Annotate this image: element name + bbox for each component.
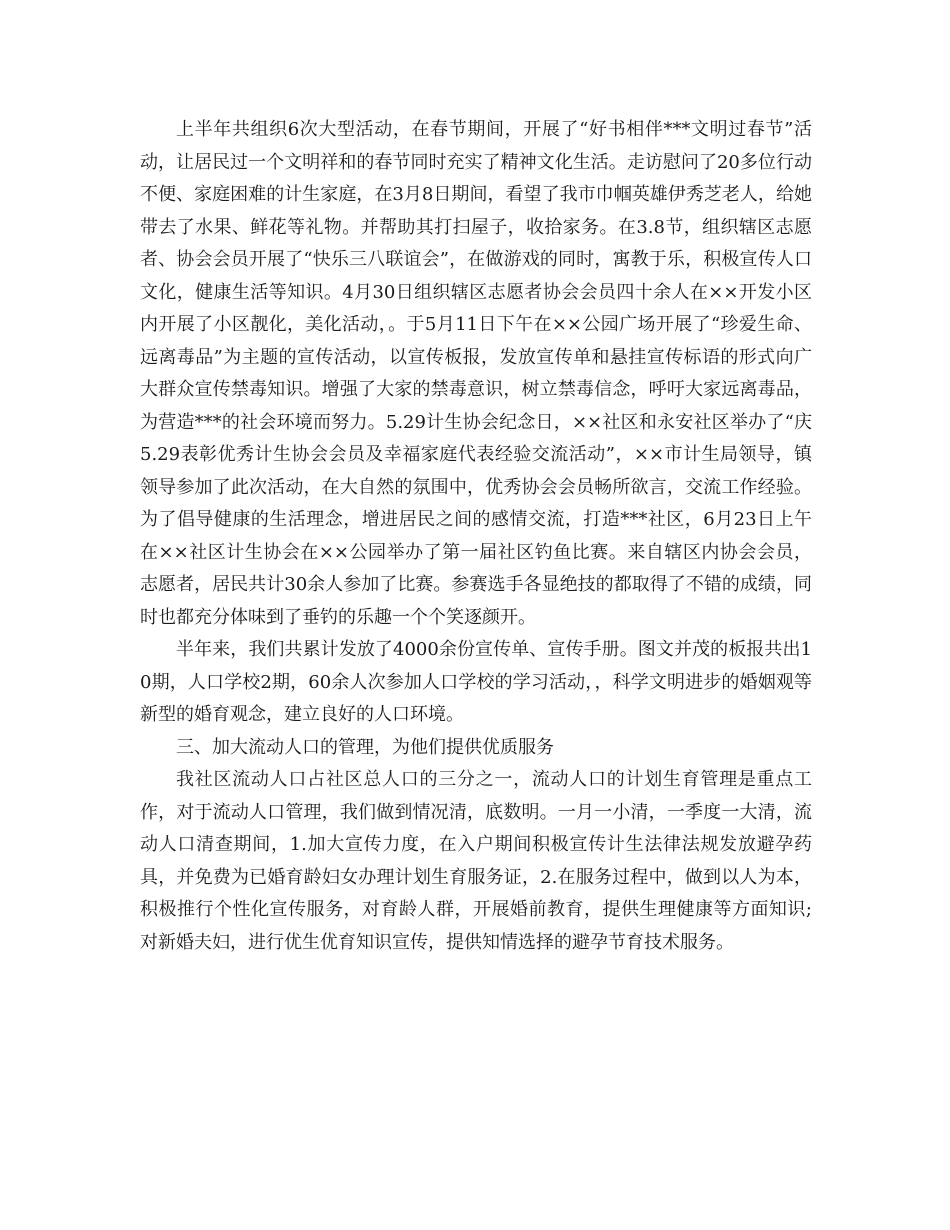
paragraph-floating-population: 我社区流动人口占社区总人口的三分之一，流动人口的计划生育管理是重点工作，对于流动人口管理，我们做到情况清，底数明。一月一小清，一季度一大清，流动人口清查期间，1.加大宣传力度，在入户期间积极宣传计生法律法规发放避孕药具，并免费为已婚育龄妇女办理计划生育服务证，2.在服务过程中，做到以人为本，积极推行个性化宣传服务，对育龄人群，开展婚前教育，提供生理健康等方面知识;对新婚夫妇，进行优生优育知识宣传，提供知情选择的避孕节育技术服务。 bbox=[140, 769, 812, 953]
paragraph-publicity-summary: 半年来，我们共累计发放了4000余份宣传单、宣传手册。图文并茂的板报共出10期，人口学校2期，60余人次参加人口学校的学习活动，，科学文明进步的婚姻观等新型的婚育观念，建立良好的人口环境。 bbox=[140, 639, 812, 725]
paragraph-activities: 上半年共组织6次大型活动，在春节期间，开展了“好书相伴***文明过春节”活动，让居民过一个文明祥和的春节同时充实了精神文化生活。走访慰问了20多位行动不便、家庭困难的计生家庭，在3月8日期间，看望了我市巾帼英雄伊秀芝老人，给她带去了水果、鲜花等礼物。并帮助其打扫屋子，收拾家务。在3.8节，组织辖区志愿者、协会会员开展了“快乐三八联谊会”，在做游戏的同时，寓教于乐，积极宣传人口文化，健康生活等知识。4月30日组织辖区志愿者协会会员四十余人在××开发小区内开展了小区靓化，美化活动，。于5月11日下午在××公园广场开展了“珍爱生命、远离毒品”为主题的宣传活动，以宣传板报，发放宣传单和悬挂宣传标语的形式向广大群众宣传禁毒知识。增强了大家的禁毒意识，树立禁毒信念，呼吁大家远离毒品，为营造***的社会环境而努力。5.29计生协会纪念日，××社区和永安社区举办了“庆5.29表彰优秀计生协会会员及幸福家庭代表经验交流活动”，××市计生局领导，镇领导参加了此次活动，在大自然的氛围中，优秀协会会员畅所欲言，交流工作经验。为了倡导健康的生活理念，增进居民之间的感情交流，打造***社区，6月23日上午在××社区计生协会在××公园举办了第一届社区钓鱼比赛。来自辖区内协会会员，志愿者，居民共计30余人参加了比赛。参赛选手各显绝技的都取得了不错的成绩，同时也都充分体味到了垂钓的乐趣一个个笑逐颜开。 bbox=[140, 119, 812, 628]
section-heading-floating-population: 三、加大流动人口的管理，为他们提供优质服务 bbox=[176, 736, 554, 758]
document-body bbox=[140, 114, 812, 959]
